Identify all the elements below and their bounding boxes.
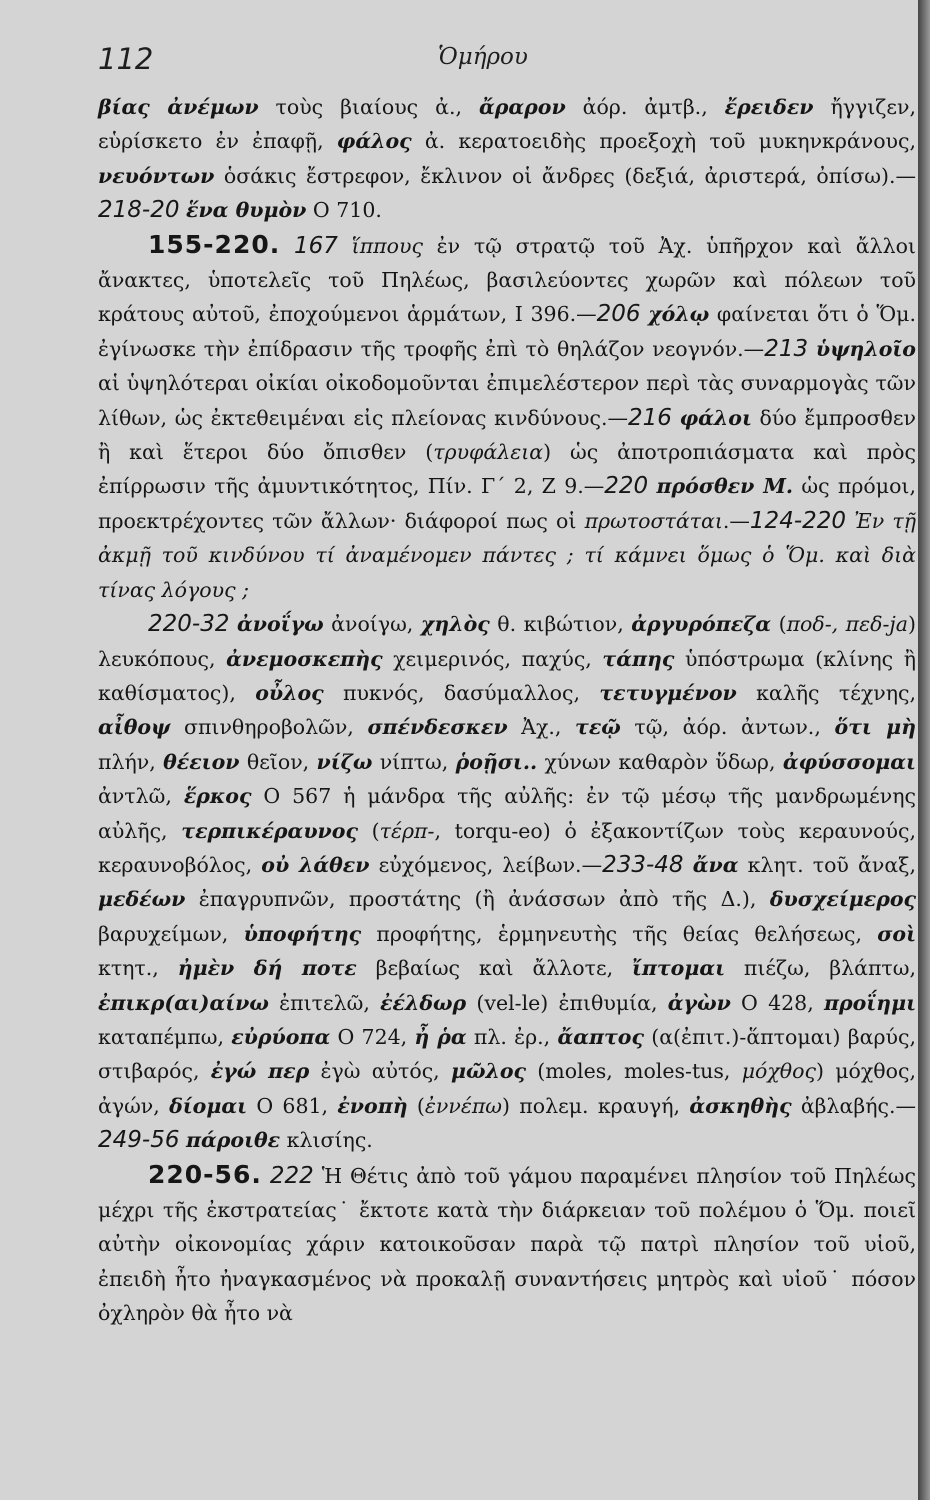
italic-text: πρωτοστάται <box>584 508 723 533</box>
lemma: προΐημι <box>823 990 916 1015</box>
lemma: τερπικέραυνος <box>181 818 358 843</box>
text-run <box>846 509 854 533</box>
lemma: ἴπτομαι <box>631 956 726 981</box>
commentary-intro <box>98 90 916 228</box>
text-run: ) λευκόπους, <box>98 612 916 671</box>
section-heading: 220-56. <box>148 1159 262 1189</box>
lemma: ἐγώ περ <box>210 1059 310 1084</box>
text-run <box>648 474 656 498</box>
text-run: , torqu-eo) ὁ ἐξακοντίζων τοὺς κεραυνούς, κεραυνοβόλος, <box>98 818 916 877</box>
lemma: πρόσθεν Μ. <box>656 474 794 499</box>
lemma: φάλοι <box>679 405 752 430</box>
text-run: ἐν τῷ στρατῷ τοῦ Ἀχ. ὑπῆρχον καὶ ἄλλοι ἄνακτες, ὑποτελεῖς τοῦ Πηλέως, βασιλεύοντες χωρῶν καὶ πόλεων τοῦ κράτους αὐτοῦ, ἐποχούμενοι ἁρμάτων, Ι 396.— <box>98 233 916 327</box>
text-run: (vel-le) ἐπιθυμία, <box>466 990 668 1015</box>
lemma: ῥοῇσι.. <box>455 749 538 774</box>
text-run <box>262 1164 270 1188</box>
lemma: οὖλος <box>255 680 324 705</box>
text-run: ἐγὼ αὐτός, <box>309 1059 451 1084</box>
lemma: βίας ἀνέμων <box>98 95 259 119</box>
book-binding-edge <box>918 0 930 1500</box>
text-run: ( <box>357 818 380 843</box>
italic-text: μόχθος <box>741 1059 816 1084</box>
text-run: Ο 681, <box>247 1093 338 1118</box>
text-run: ὡς πρόμοι, προεκτρέχοντες τῶν ἄλλων· διάφοροί πως οἱ <box>98 474 916 533</box>
text-run: ) μόχθος, ἀγών, <box>98 1059 916 1118</box>
section-heading: 155-220. <box>148 229 281 259</box>
lemma: ἄαπτος <box>557 1024 644 1049</box>
lemma: ἀγὼν <box>667 990 731 1015</box>
text-run: χύνων καθαρὸν ὕδωρ, <box>537 749 783 774</box>
lemma: αἶθοψ <box>98 715 171 740</box>
text-run: τῷ, ἀόρ. ἀντων., <box>620 715 835 740</box>
lemma: ἕρκος <box>183 784 252 809</box>
running-head: Ὁμήρου <box>438 44 528 70</box>
commentary-section-220-56 <box>98 1158 916 1331</box>
text-run: Ο 724, <box>330 1024 415 1049</box>
lemma: ἄνα <box>692 852 739 877</box>
text-run: Ο 567 ἡ μάνδρα τῆς αὐλῆς: ἐν τῷ μέσῳ τῆς μανδρωμένης αὐλῆς, <box>98 784 916 843</box>
line-reference: 124-220 <box>749 507 847 534</box>
line-reference: 213 <box>764 335 809 362</box>
text-run: ἐπιτελῶ, <box>268 990 381 1015</box>
text-run <box>229 612 237 636</box>
lemma: φάλος <box>336 129 412 154</box>
text-run: τοὺς βιαίους ἀ., <box>258 95 479 119</box>
text-run: ἀόρ. ἀμτβ., <box>565 95 725 119</box>
text-run <box>672 406 680 430</box>
text-run <box>338 234 352 258</box>
text-run: Ἡ Θέτις ἀπὸ τοῦ γάμου παραμένει πλησίον τοῦ Πηλέως μέχρι τῆς ἐκστρατείας˙ ἔκτοτε κατὰ τὴν διάρκειαν τοῦ πολέμου ὁ Ὅμ. ποιεῖ αὐτὴν οἰκονομίας χάριν κατοικοῦσαν παρὰ τῷ πατρὶ πλησίον τοῦ υἱοῦ, ἐπειδὴ ἦτο ἠναγκασμένος νὰ προκαλῇ συναντήσεις μητρὸς καὶ υἱοῦ˙ πόσον ὀχληρὸν θὰ ἦτο νὰ <box>98 1163 916 1326</box>
lemma: δυσχείμερος <box>769 887 916 912</box>
lemma: μῶλος <box>450 1059 527 1084</box>
italic-text: τέρπ- <box>379 818 435 843</box>
text-run: θεῖον, <box>239 749 317 774</box>
line-reference: 167 <box>294 232 338 259</box>
text-run <box>280 234 294 258</box>
lemma: χόλῳ <box>648 302 710 327</box>
text-run: πλ. ἐρ., <box>466 1024 558 1049</box>
text-run: ἀ. κερατοειδὴς προεξοχὴ τοῦ μυκηνκράνους, <box>411 129 916 154</box>
page-header <box>0 38 918 82</box>
commentary-text <box>98 90 916 1331</box>
lemma: ἕνα θυμὸν <box>186 198 307 223</box>
text-run: καλῆς τέχνης, <box>736 680 916 705</box>
italic-text: ἐννέπω <box>424 1093 503 1118</box>
lemma: ἐνοπὴ <box>337 1093 408 1118</box>
lemma: νευόντων <box>98 163 215 188</box>
text-run: σπινθηροβολῶν, <box>170 715 368 740</box>
text-run: πλήν, <box>98 749 164 774</box>
text-run: ) ὡς ἀποτροπιάσματα καὶ πρὸς ἐπίρρωσιν τῆς ἀμυντικότητος, Πίν. Γ΄ 2, Ζ 9.— <box>98 440 916 499</box>
line-reference: 249-56 <box>98 1127 180 1154</box>
text-run: καταπέμπω, <box>98 1024 232 1049</box>
page-number: 112 <box>98 42 154 76</box>
text-run <box>808 337 816 361</box>
line-reference: 220 <box>604 473 649 500</box>
line-reference: 233-48 <box>602 851 684 878</box>
lemma: ἠμὲν δή ποτε <box>177 956 357 981</box>
lemma: ἀσκηθὴς <box>689 1093 792 1118</box>
lemma: σπένδεσκεν <box>367 715 508 740</box>
text-run: κλισίης. <box>280 1128 373 1153</box>
lemma: τεῷ <box>575 715 621 740</box>
lemma: εὐρύοπα <box>231 1024 331 1049</box>
lemma: ἀνοΐγω <box>236 612 324 637</box>
lemma: ὑψηλοῖο <box>815 336 916 361</box>
text-run: προφήτης, ἑρμηνευτὴς τῆς θείας θελήσεως, <box>361 921 878 946</box>
text-run: εὐχόμενος, λείβων.— <box>369 852 603 877</box>
lemma: σοὶ <box>877 921 916 946</box>
text-run: νίπτω, <box>372 749 456 774</box>
text-run: ) πολεμ. κραυγή, <box>502 1093 690 1118</box>
glossary-220-32 <box>98 607 916 1158</box>
lemma: τάπης <box>602 646 675 671</box>
lemma: ἐέλδωρ <box>380 990 467 1015</box>
lemma: ἦ ῥα <box>414 1024 467 1049</box>
lemma: οὐ λάθεν <box>261 852 370 877</box>
text-run: (α(ἐπιτ.)-ἅπτομαι) βαρύς, στιβαρός, <box>98 1024 916 1084</box>
line-reference: 220-32 <box>148 611 230 638</box>
italic-text: ποδ-, πεδ-ja <box>786 612 908 637</box>
lemma: τετυγμένον <box>599 680 737 705</box>
lemma: νίζω <box>316 749 373 774</box>
text-run: φαίνεται ὅτι ὁ Ὅμ. ἐγίνωσκε τὴν ἐπίδρασιν τῆς τροφῆς ἐπὶ τὸ θηλάζον νεογνόν.— <box>98 302 916 361</box>
text-run: Ἀχ., <box>507 715 576 740</box>
lemma: πάροιθε <box>186 1128 281 1153</box>
lemma: ὅτι μὴ <box>834 715 916 740</box>
text-run: κλητ. τοῦ ἄναξ, <box>738 852 916 877</box>
text-run: ὑπόστρωμα (κλίνης ἢ καθίσματος), <box>98 646 916 705</box>
lemma: θέειον <box>163 749 240 774</box>
text-run: Ο 710. <box>306 198 382 223</box>
text-run: δύο ἔμπροσθεν ἢ καὶ ἕτεροι δύο ὄπισθεν ( <box>98 405 916 465</box>
italic-text: ἵππους <box>351 233 423 258</box>
commentary-section-155-220 <box>98 228 916 607</box>
text-run: Ο 428, <box>730 990 824 1015</box>
lemma: ἀργυρόπεζα <box>631 612 772 637</box>
text-run: ἀντλῶ, <box>98 784 184 809</box>
lemma: ἔρειδεν <box>724 95 814 119</box>
text-run: ἀνοίγω, <box>323 612 421 637</box>
text-run: χειμερινός, παχύς, <box>382 646 603 671</box>
lemma: ἐπικρ(αι)αίνω <box>98 990 269 1015</box>
text-run: ὁσάκις ἔστρεφον, ἔκλινον οἱ ἄνδρες (δεξιά, ἀριστερά, ὀπίσω).— <box>214 163 916 188</box>
lemma: ἀνεμοσκεπὴς <box>226 646 383 671</box>
line-reference: 218-20 <box>98 197 180 224</box>
text-run: βεβαίως καὶ ἄλλοτε, <box>356 956 632 981</box>
lemma: ἀφύσσομαι <box>782 749 916 774</box>
text-run: ( <box>771 612 787 637</box>
text-run: ἤγγιζεν, εὑρίσκετο ἐν ἐπαφῇ, <box>98 95 916 154</box>
lemma: μεδέων <box>98 887 186 912</box>
line-reference: 206 <box>596 301 641 328</box>
text-run: κτητ., <box>98 956 178 981</box>
lemma: ἄραρον <box>478 95 566 119</box>
line-reference: 216 <box>627 404 672 431</box>
text-run: πυκνός, δασύμαλλος, <box>323 680 600 705</box>
text-run: πιέζω, βλάπτω, <box>725 956 916 981</box>
lemma: δίομαι <box>169 1093 248 1118</box>
text-run: θ. κιβώτιον, <box>489 612 632 637</box>
line-reference: 222 <box>269 1162 314 1189</box>
italic-text: Ἐν τῇ ἀκμῇ τοῦ κινδύνου τί ἀναμένομεν πάντες ; τί κάμνει ὅμως ὁ Ὅμ. καὶ διὰ τίνας λόγους ; <box>98 508 916 602</box>
text-run: (moles, moles-tus, <box>526 1059 742 1084</box>
text-run: βαρυχείμων, <box>98 921 244 946</box>
text-run: .— <box>722 508 750 533</box>
text-run: αἱ ὑψηλότεραι οἰκίαι οἰκοδομοῦνται ἐπιμελέστερον περὶ τὰς συναρμογὰς τῶν λίθων, ὡς ἐκτεθειμέναι εἰς πλείονας κινδύνους.— <box>98 371 916 430</box>
text-run: ἀβλαβής.— <box>791 1093 916 1118</box>
italic-text: τρυφάλεια <box>433 440 544 465</box>
text-run <box>684 853 693 877</box>
lemma: ὑποφήτης <box>243 921 362 946</box>
text-run: ἐπαγρυπνῶν, προστάτης (ἢ ἀνάσσων ἀπὸ τῆς Δ.), <box>185 887 770 912</box>
text-run: ( <box>407 1093 425 1118</box>
lemma: χηλὸς <box>420 612 490 637</box>
